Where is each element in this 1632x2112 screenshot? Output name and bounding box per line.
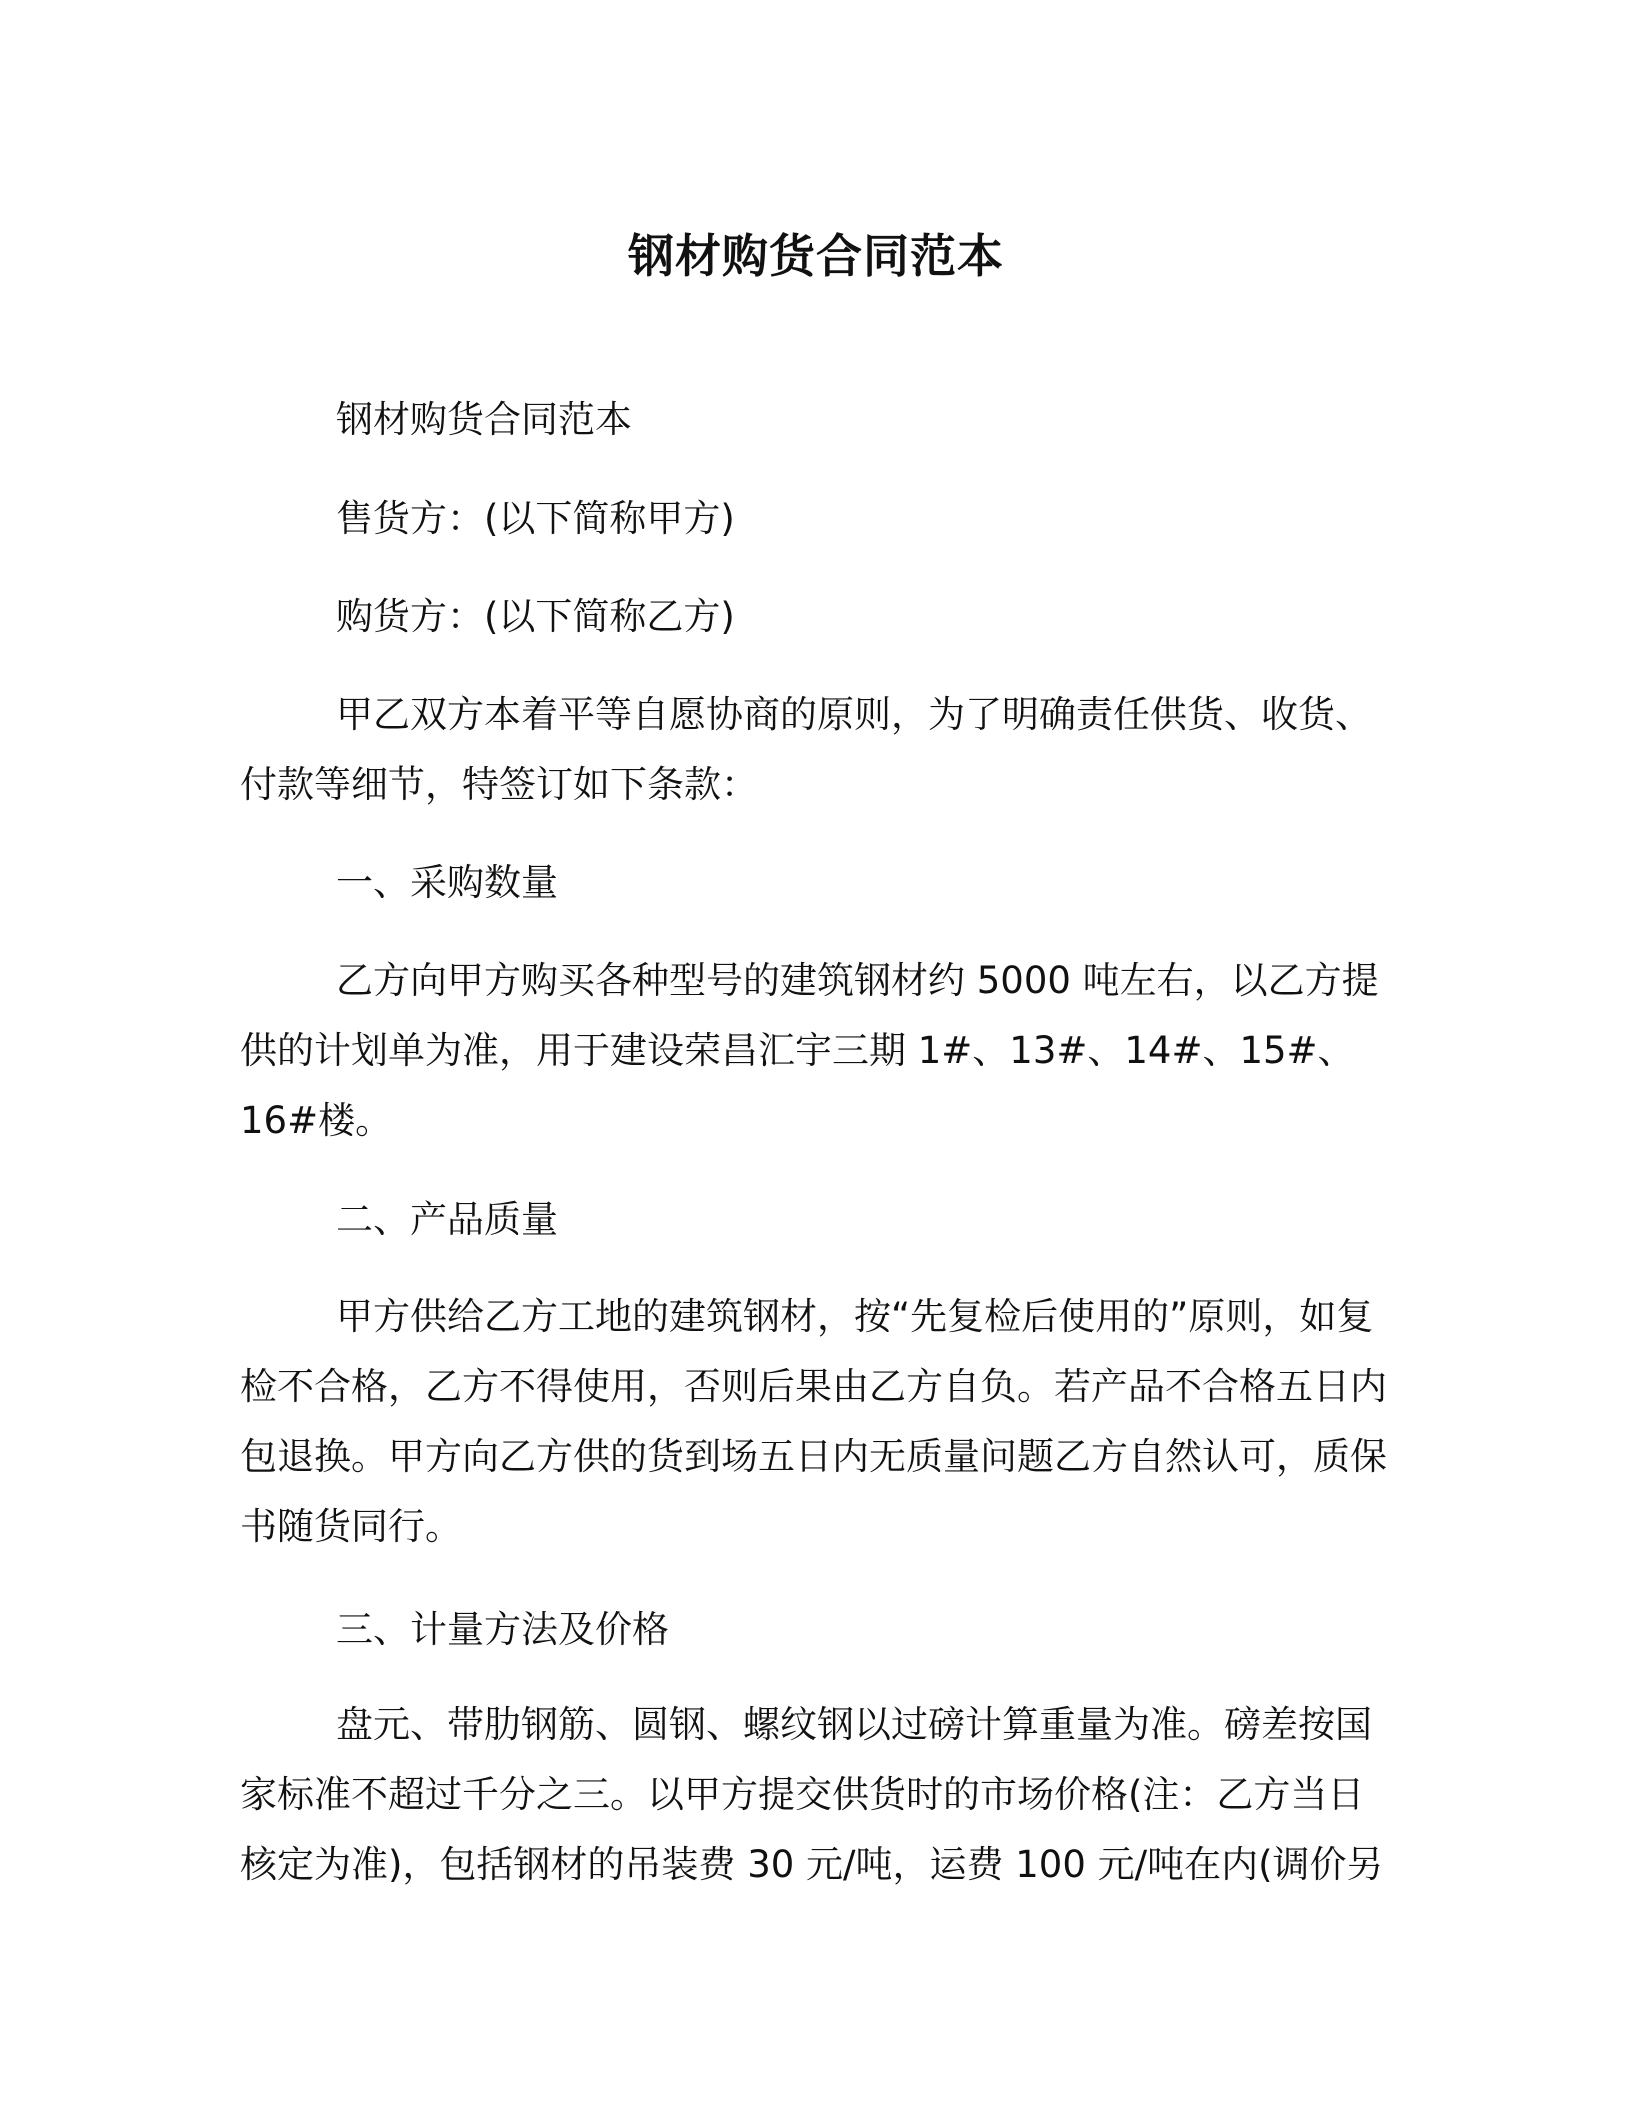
section-heading-pricing: 三、计量方法及价格 <box>336 1608 669 1651</box>
section-heading-quantity: 一、采购数量 <box>336 861 558 904</box>
paragraph-pricing: 盘元、带肋钢筋、圆钢、螺纹钢以过磅计算重量为准。磅差按国家标准不超过千分之三。以甲方提交供货时的市场价格(注：乙方当日核定为准)，包括钢材的吊装费 30 元/吨，运费 100 元/吨在内(调价另 <box>240 1703 1384 1886</box>
paragraph-quantity: 乙方向甲方购买各种型号的建筑钢材约 5000 吨左右，以乙方提供的计划单为准，用于建设荣昌汇宇三期 1#、13#、14#、15#、16#楼。 <box>240 959 1379 1142</box>
section-heading-quality: 二、产品质量 <box>336 1198 558 1241</box>
paragraph-seller: 售货方：(以下简称甲方) <box>336 497 735 540</box>
paragraph-preamble: 甲乙双方本着平等自愿协商的原则，为了明确责任供货、收货、付款等细节，特签订如下条款： <box>240 693 1372 806</box>
document-title: 钢材购货合同范本 <box>628 229 1004 283</box>
paragraph-quality: 甲方供给乙方工地的建筑钢材，按“先复检后使用的”原则，如复检不合格，乙方不得使用，否则后果由乙方自负。若产品不合格五日内包退换。甲方向乙方供的货到场五日内无质量问题乙方自然认可，质保书随货同行。 <box>240 1295 1387 1548</box>
paragraph-buyer: 购货方：(以下简称乙方) <box>336 595 735 638</box>
paragraph-subtitle: 钢材购货合同范本 <box>336 398 632 441</box>
